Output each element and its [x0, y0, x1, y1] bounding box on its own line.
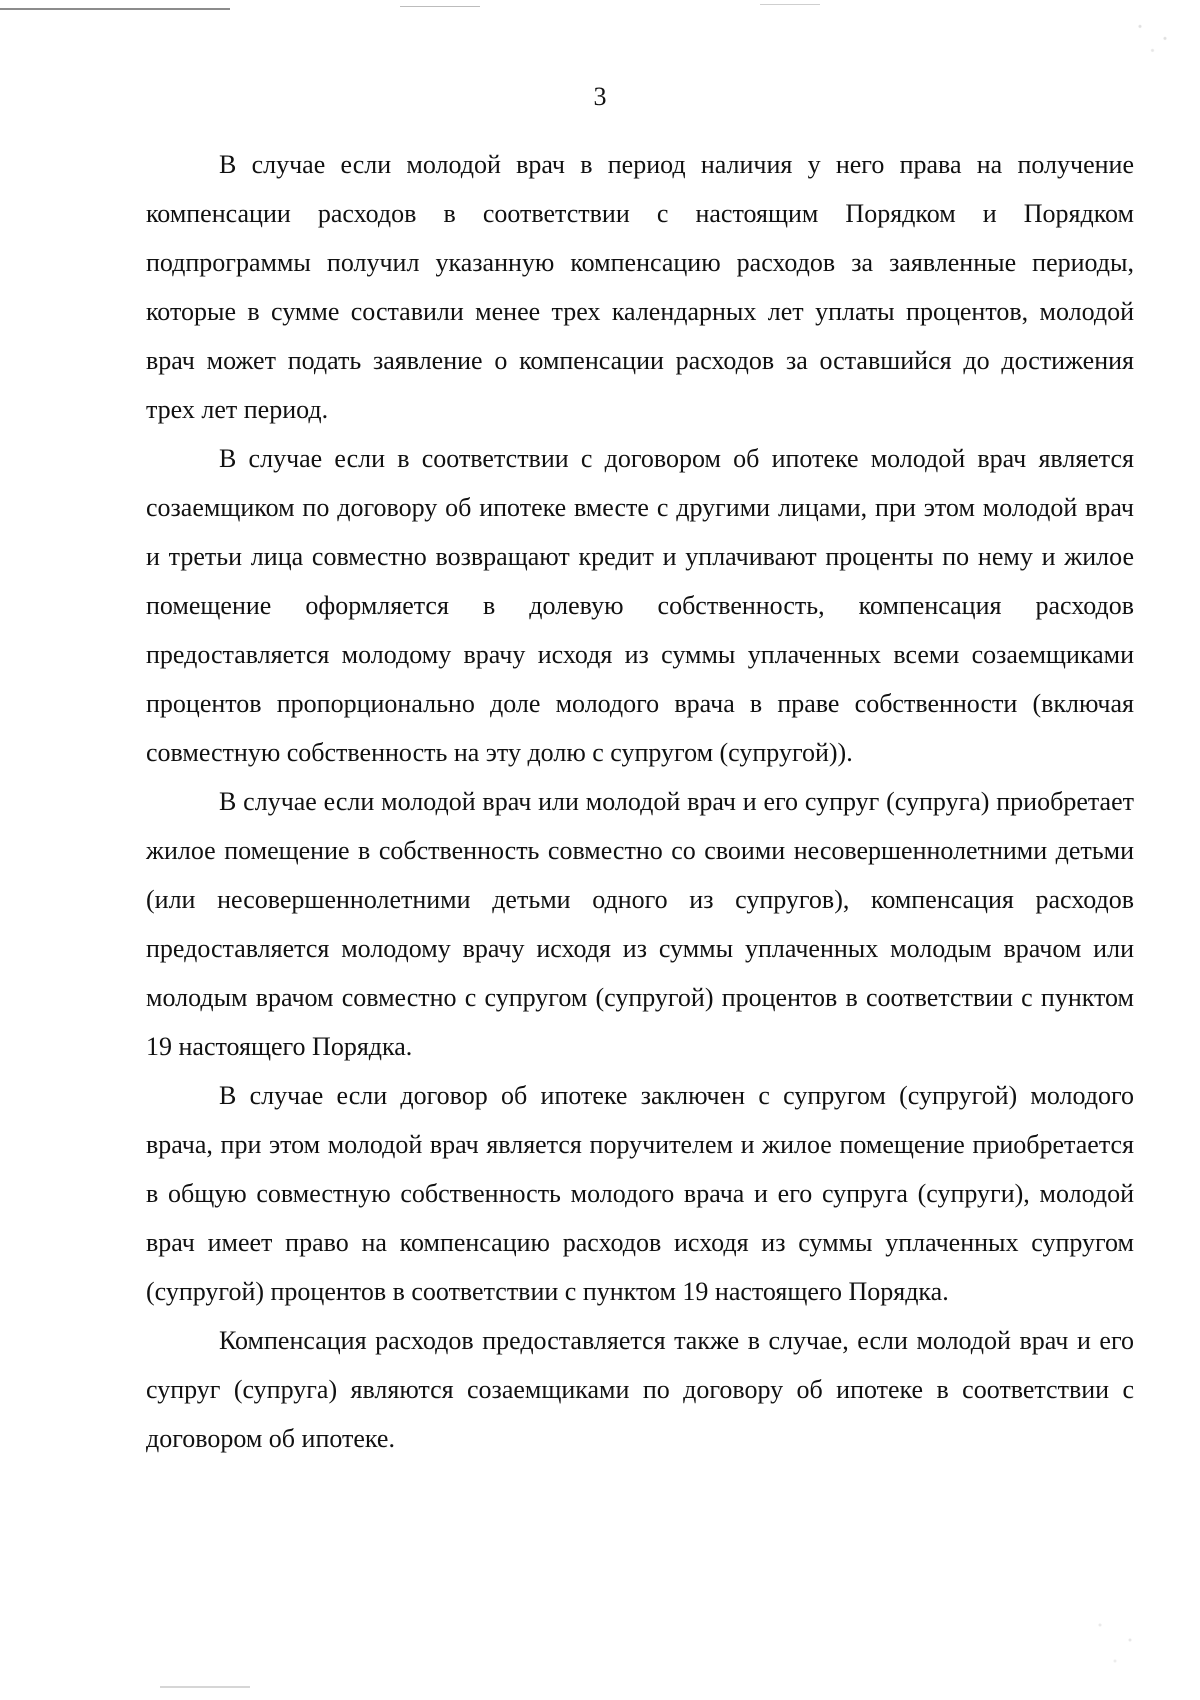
scan-noise-bottom-right: [1085, 1610, 1145, 1670]
paragraph-joint-ownership-with-children: В случае если молодой врач или молодой врач и его супруг (супруга) приобретает жилое помещение в собственность совместно со своими несовершеннолетними детьми (или несовершеннолетними детьми одного из супругов), компенсация расходов предоставляется молодому врачу исходя из суммы уплаченных молодым врачом или молодым врачом совместно с супругом (супругой) процентов в соответствии с пунктом 19 настоящего Порядка.: [146, 787, 1134, 1061]
scan-noise-top-right: [1130, 12, 1180, 60]
paragraph-co-borrower-share-ownership: В случае если в соответствии с договором об ипотеке молодой врач является созаемщиком по договору об ипотеке вместе с другими лицами, при этом молодой врач и третьи лица совместно возвращают кредит и уплачивают проценты по нему и жилое помещение оформляется в долевую собственность, компенсация расходов предоставляется молодому врачу исходя из суммы уплаченных всеми созаемщиками процентов пропорционально доле молодого врача в праве собственности (включая совместную собственность на эту долю с супругом (супругой)).: [146, 444, 1134, 767]
document-body: [146, 140, 1134, 1463]
scan-edge-top-middle: [400, 6, 480, 7]
page-number: 3: [593, 82, 607, 111]
scan-edge-top-right: [760, 4, 820, 5]
scan-edge-top-left: [0, 8, 230, 10]
paragraph-spouse-co-borrowers: Компенсация расходов предоставляется также в случае, если молодой врач и его супруг (супруга) являются созаемщиками по договору об ипотеке в соответствии с договором об ипотеке.: [146, 1326, 1134, 1453]
paragraph-spouse-mortgage-guarantor: В случае если договор об ипотеке заключен с супругом (супругой) молодого врача, при этом молодой врач является поручителем и жилое помещение приобретается в общую совместную собственность молодого врача и его супруга (супруги), молодой врач имеет право на компенсацию расходов исходя из суммы уплаченных супругом (супругой) процентов в соответствии с пунктом 19 настоящего Порядка.: [146, 1081, 1134, 1306]
paragraph-compensation-remaining-period: В случае если молодой врач в период наличия у него права на получение компенсации расходов в соответствии с настоящим Порядком и Порядком подпрограммы получил указанную компенсацию расходов за заявленные периоды, которые в сумме составили менее трех календарных лет уплаты процентов, молодой врач может подать заявление о компенсации расходов за оставшийся до достижения трех лет период.: [146, 150, 1134, 424]
scan-edge-bottom-left: [160, 1686, 250, 1688]
